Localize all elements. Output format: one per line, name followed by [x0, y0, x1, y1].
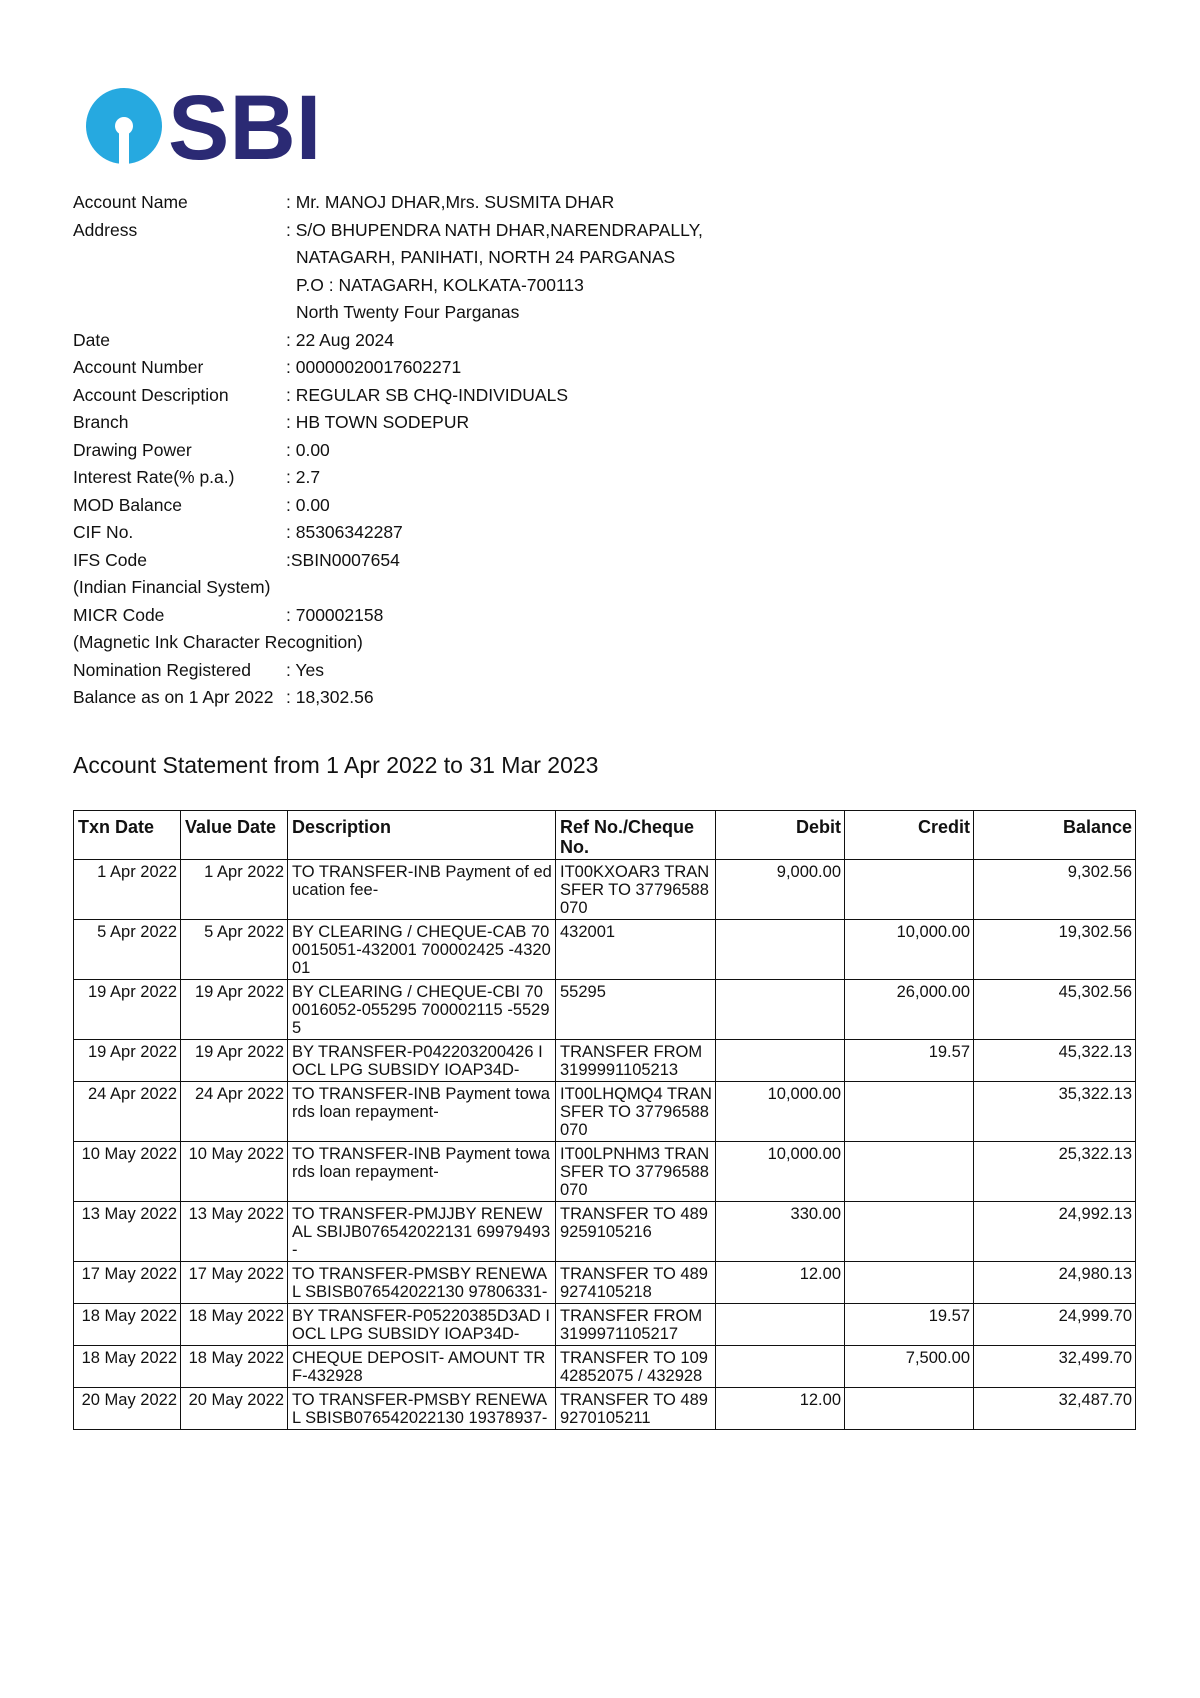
- txn-date-cell: 18 May 2022: [74, 1346, 181, 1388]
- opening-balance-label: Balance as on 1 Apr 2022: [73, 687, 274, 707]
- balance-cell: 25,322.13: [974, 1142, 1136, 1202]
- account-description-value: : REGULAR SB CHQ-INDIVIDUALS: [286, 384, 568, 405]
- branch-value: : HB TOWN SODEPUR: [286, 412, 470, 432]
- debit-cell: 330.00: [716, 1202, 845, 1262]
- table-body: [74, 860, 1136, 1430]
- account-name-value: : Mr. MANOJ DHAR,Mrs. SUSMITA DHAR: [286, 192, 615, 212]
- txn-date-cell: 5 Apr 2022: [74, 920, 181, 980]
- ifs-code-row: [73, 547, 703, 575]
- address-line: North Twenty Four Parganas: [296, 302, 520, 322]
- sbi-logo: [86, 86, 316, 166]
- micr-note: (Magnetic Ink Character Recognition): [73, 632, 363, 652]
- balance-cell: 19,302.56: [974, 920, 1136, 980]
- credit-cell: [845, 1202, 974, 1262]
- txn-date-cell: 19 Apr 2022: [74, 1040, 181, 1082]
- value-date-cell: 18 May 2022: [181, 1346, 288, 1388]
- col-header-credit: Credit: [845, 811, 974, 860]
- col-header-txn-date: Txn Date: [74, 811, 181, 860]
- description-cell: TO TRANSFER-PMJJBY RENEWAL SBIJB076542022131 69979493-: [288, 1202, 556, 1262]
- balance-cell: 35,322.13: [974, 1082, 1136, 1142]
- account-info: [73, 189, 703, 712]
- drawing-power-row: [73, 437, 703, 465]
- ifs-code-value: :SBIN0007654: [286, 549, 400, 570]
- description-cell: BY CLEARING / CHEQUE-CAB 700015051-432001 700002425 -432001: [288, 920, 556, 980]
- ref-no-cell: TRANSFER FROM 3199971105217: [556, 1304, 716, 1346]
- txn-date-cell: 13 May 2022: [74, 1202, 181, 1262]
- value-date-cell: 17 May 2022: [181, 1262, 288, 1304]
- credit-cell: [845, 860, 974, 920]
- credit-cell: [845, 1142, 974, 1202]
- ref-no-cell: IT00KXOAR3 TRANSFER TO 37796588070: [556, 860, 716, 920]
- txn-date-cell: 19 Apr 2022: [74, 980, 181, 1040]
- debit-cell: 10,000.00: [716, 1082, 845, 1142]
- value-date-cell: 5 Apr 2022: [181, 920, 288, 980]
- account-name-label: Account Name: [73, 192, 188, 212]
- ref-no-cell: TRANSFER TO 4899274105218: [556, 1262, 716, 1304]
- description-cell: TO TRANSFER-INB Payment of education fee-: [288, 860, 556, 920]
- micr-code-value: : 700002158: [286, 604, 384, 625]
- nomination-label: Nomination Registered: [73, 659, 252, 680]
- cif-no-value: : 85306342287: [286, 522, 403, 542]
- col-header-debit: Debit: [716, 811, 845, 860]
- branch-label: Branch: [73, 412, 129, 432]
- debit-cell: [716, 1040, 845, 1082]
- value-date-cell: 10 May 2022: [181, 1142, 288, 1202]
- ref-no-cell: 55295: [556, 980, 716, 1040]
- credit-cell: 19.57: [845, 1040, 974, 1082]
- table-row: [74, 1262, 1136, 1304]
- credit-cell: [845, 1262, 974, 1304]
- transactions-table: [73, 810, 1136, 1430]
- value-date-cell: 19 Apr 2022: [181, 980, 288, 1040]
- micr-code-row: [73, 602, 703, 630]
- drawing-power-label: Drawing Power: [73, 439, 192, 460]
- balance-cell: 24,980.13: [974, 1262, 1136, 1304]
- table-row: [74, 1346, 1136, 1388]
- debit-cell: 9,000.00: [716, 860, 845, 920]
- table-row: [74, 1082, 1136, 1142]
- balance-cell: 32,487.70: [974, 1388, 1136, 1430]
- micr-code-label: MICR Code: [73, 604, 165, 625]
- txn-date-cell: 20 May 2022: [74, 1388, 181, 1430]
- ref-no-cell: IT00LHQMQ4 TRANSFER TO 37796588070: [556, 1082, 716, 1142]
- table-row: [74, 1142, 1136, 1202]
- nomination-row: [73, 657, 703, 685]
- txn-date-cell: 17 May 2022: [74, 1262, 181, 1304]
- debit-cell: [716, 980, 845, 1040]
- mod-balance-row: [73, 492, 703, 520]
- table-row: [74, 980, 1136, 1040]
- debit-cell: [716, 1346, 845, 1388]
- col-header-description: Description: [288, 811, 556, 860]
- ref-no-cell: 432001: [556, 920, 716, 980]
- description-cell: TO TRANSFER-INB Payment towards loan repayment-: [288, 1142, 556, 1202]
- table-row: [74, 920, 1136, 980]
- ifs-note: (Indian Financial System): [73, 577, 271, 597]
- address-line: : S/O BHUPENDRA NATH DHAR,NARENDRAPALLY,: [286, 219, 703, 240]
- branch-row: [73, 409, 703, 437]
- account-description-row: [73, 382, 703, 410]
- balance-cell: 32,499.70: [974, 1346, 1136, 1388]
- value-date-cell: 19 Apr 2022: [181, 1040, 288, 1082]
- credit-cell: 10,000.00: [845, 920, 974, 980]
- nomination-value: : Yes: [286, 659, 324, 680]
- account-name-row: [73, 189, 703, 217]
- debit-cell: 12.00: [716, 1388, 845, 1430]
- table-row: [74, 860, 1136, 920]
- balance-cell: 45,322.13: [974, 1040, 1136, 1082]
- opening-balance-value: : 18,302.56: [286, 687, 374, 707]
- credit-cell: 7,500.00: [845, 1346, 974, 1388]
- micr-note-row: [73, 629, 703, 657]
- credit-cell: [845, 1388, 974, 1430]
- description-cell: BY TRANSFER-P05220385D3AD IOCL LPG SUBSIDY IOAP34D-: [288, 1304, 556, 1346]
- debit-cell: [716, 1304, 845, 1346]
- table-row: [74, 1388, 1136, 1430]
- mod-balance-label: MOD Balance: [73, 494, 182, 515]
- credit-cell: [845, 1082, 974, 1142]
- txn-date-cell: 24 Apr 2022: [74, 1082, 181, 1142]
- table-row: [74, 1202, 1136, 1262]
- account-number-label: Account Number: [73, 357, 204, 377]
- opening-balance-row: [73, 684, 703, 712]
- ref-no-cell: TRANSFER TO 4899259105216: [556, 1202, 716, 1262]
- value-date-cell: 18 May 2022: [181, 1304, 288, 1346]
- description-cell: BY TRANSFER-P042203200426 IOCL LPG SUBSIDY IOAP34D-: [288, 1040, 556, 1082]
- address-line: NATAGARH, PANIHATI, NORTH 24 PARGANAS: [296, 247, 676, 267]
- logo-text: SBI: [168, 86, 316, 166]
- ref-no-cell: TRANSFER TO 10942852075 / 432928: [556, 1346, 716, 1388]
- col-header-ref-no: Ref No./Cheque No.: [556, 811, 716, 860]
- cif-no-label: CIF No.: [73, 522, 134, 542]
- address-line: P.O : NATAGARH, KOLKATA-700113: [296, 274, 584, 295]
- ref-no-cell: TRANSFER FROM 3199991105213: [556, 1040, 716, 1082]
- credit-cell: 19.57: [845, 1304, 974, 1346]
- interest-rate-label: Interest Rate(% p.a.): [73, 467, 235, 487]
- cif-no-row: [73, 519, 703, 547]
- ref-no-cell: TRANSFER TO 4899270105211: [556, 1388, 716, 1430]
- balance-cell: 24,992.13: [974, 1202, 1136, 1262]
- balance-cell: 9,302.56: [974, 860, 1136, 920]
- txn-date-cell: 1 Apr 2022: [74, 860, 181, 920]
- description-cell: BY CLEARING / CHEQUE-CBI 700016052-055295 700002115 -55295: [288, 980, 556, 1040]
- debit-cell: 12.00: [716, 1262, 845, 1304]
- interest-rate-row: [73, 464, 703, 492]
- date-label: Date: [73, 329, 110, 350]
- description-cell: TO TRANSFER-PMSBY RENEWAL SBISB076542022130 19378937-: [288, 1388, 556, 1430]
- ifs-code-label: IFS Code: [73, 549, 147, 570]
- sbi-logo-icon: [86, 86, 316, 166]
- description-cell: CHEQUE DEPOSIT- AMOUNT TRF-432928: [288, 1346, 556, 1388]
- col-header-balance: Balance: [974, 811, 1136, 860]
- txn-date-cell: 10 May 2022: [74, 1142, 181, 1202]
- balance-cell: 24,999.70: [974, 1304, 1136, 1346]
- value-date-cell: 24 Apr 2022: [181, 1082, 288, 1142]
- account-number-row: [73, 354, 703, 382]
- address-label: Address: [73, 219, 138, 240]
- date-value: : 22 Aug 2024: [286, 329, 395, 350]
- date-row: [73, 327, 703, 355]
- statement-title: Account Statement from 1 Apr 2022 to 31 Mar 2023: [73, 752, 599, 778]
- table-header-row: [74, 811, 1136, 860]
- description-cell: TO TRANSFER-INB Payment towards loan repayment-: [288, 1082, 556, 1142]
- address-value: [286, 217, 703, 327]
- col-header-value-date: Value Date: [181, 811, 288, 860]
- credit-cell: 26,000.00: [845, 980, 974, 1040]
- table-row: [74, 1040, 1136, 1082]
- debit-cell: [716, 920, 845, 980]
- value-date-cell: 13 May 2022: [181, 1202, 288, 1262]
- debit-cell: 10,000.00: [716, 1142, 845, 1202]
- table-row: [74, 1304, 1136, 1346]
- ifs-note-row: [73, 574, 703, 602]
- mod-balance-value: : 0.00: [286, 494, 330, 515]
- value-date-cell: 20 May 2022: [181, 1388, 288, 1430]
- value-date-cell: 1 Apr 2022: [181, 860, 288, 920]
- address-row: [73, 217, 703, 327]
- balance-cell: 45,302.56: [974, 980, 1136, 1040]
- account-number-value: : 00000020017602271: [286, 357, 462, 377]
- ref-no-cell: IT00LPNHM3 TRANSFER TO 37796588070: [556, 1142, 716, 1202]
- drawing-power-value: : 0.00: [286, 439, 330, 460]
- account-description-label: Account Description: [73, 384, 229, 405]
- interest-rate-value: : 2.7: [286, 467, 321, 487]
- description-cell: TO TRANSFER-PMSBY RENEWAL SBISB076542022130 97806331-: [288, 1262, 556, 1304]
- txn-date-cell: 18 May 2022: [74, 1304, 181, 1346]
